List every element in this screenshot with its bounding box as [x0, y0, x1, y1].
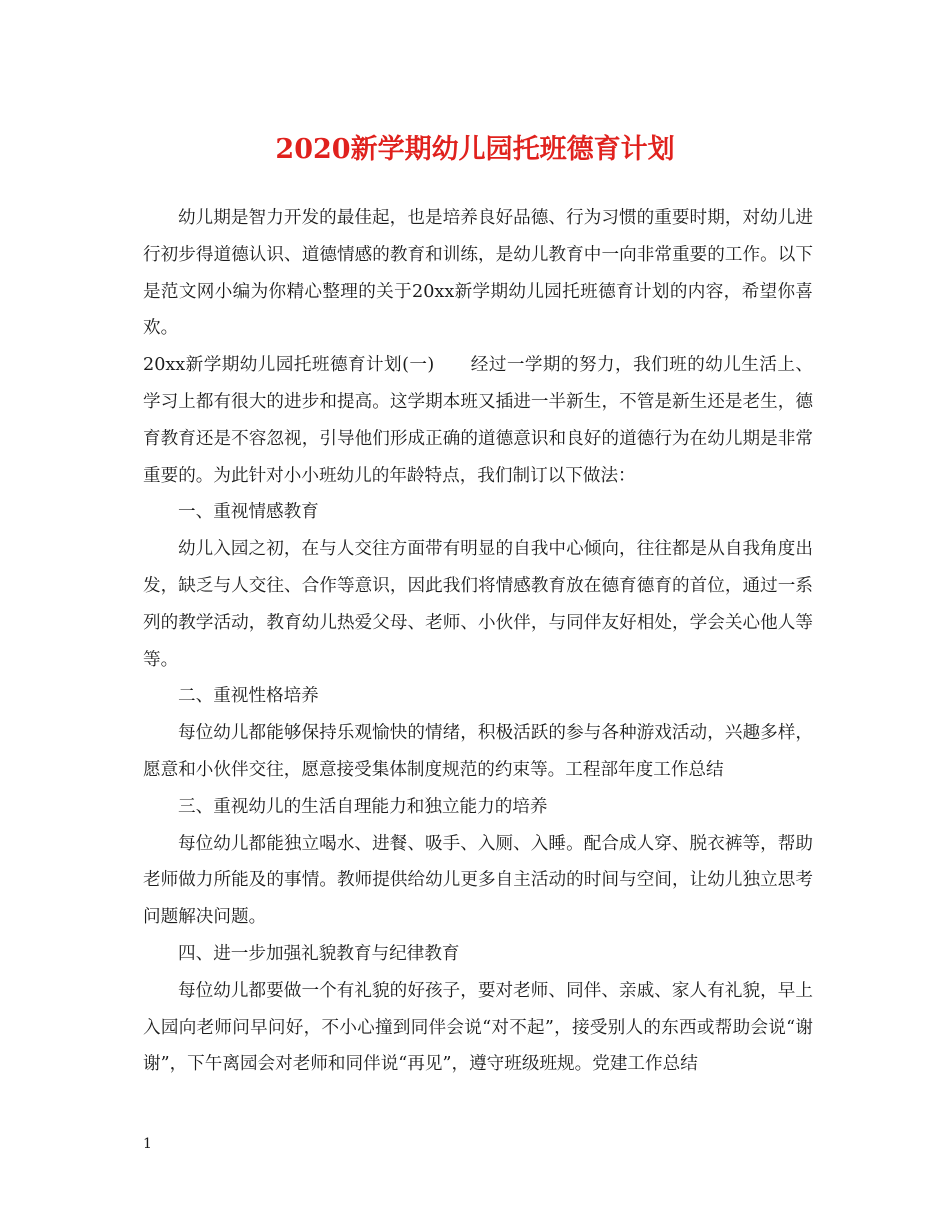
page-number: 1	[143, 1136, 152, 1152]
paragraph-etiquette: 每位幼儿都要做一个有礼貌的好孩子，要对老师、同伴、亲戚、家人有礼貌，早上入园向老师问早问好，不小心撞到同伴会说“对不起”，接受别人的东西或帮助会说“谢谢”，下午离园会对老师和同伴说“再见”，遵守班级班规。党建工作总结	[143, 980, 813, 1075]
paragraph-intro: 幼儿期是智力开发的最佳起，也是培养良好品德、行为习惯的重要时期，对幼儿进行初步得道德认识、道德情感的教育和训练，是幼儿教育中一向非常重要的工作。以下是范文网小编为你精心整理的关于20xx新学期幼儿园托班德育计划的内容，希望你喜欢。	[143, 208, 813, 339]
section-heading-emotion: 一、重视情感教育	[178, 502, 319, 523]
paragraph-emotion: 幼儿入园之初，在与人交往方面带有明显的自我中心倾向，往往都是从自我角度出发，缺乏与人交往、合作等意识，因此我们将情感教育放在德育德育的首位，通过一系列的教学活动，教育幼儿热爱父母、老师、小伙伴，与同伴友好相处，学会关心他人等等。	[143, 539, 813, 670]
paragraph-self-care: 每位幼儿都能独立喝水、进餐、吸手、入厕、入睡。配合成人穿、脱衣裤等，帮助老师做力所能及的事情。教师提供给幼儿更多自主活动的时间与空间，让幼儿独立思考问题解决问题。	[143, 833, 813, 928]
document-title: 2020新学期幼儿园托班德育计划	[275, 134, 675, 165]
section-heading-etiquette: 四、进一步加强礼貌教育与纪律教育	[178, 943, 460, 964]
document-body	[143, 200, 813, 1083]
paragraph-personality: 每位幼儿都能够保持乐观愉快的情绪，积极活跃的参与各种游戏活动，兴趣多样，愿意和小伙伴交往，愿意接受集体制度规范的约束等。工程部年度工作总结	[143, 723, 813, 780]
paragraph-plan-one: 20xx新学期幼儿园托班德育计划(一) 经过一学期的努力，我们班的幼儿生活上、学习上都有很大的进步和提高。这学期本班又插进一半新生，不管是新生还是老生，德育教育还是不容忽视，引导他们形成正确的道德意识和良好的道德行为在幼儿期是非常重要的。为此针对小小班幼儿的年龄特点，我们制订以下做法：	[143, 355, 813, 486]
section-heading-personality: 二、重视性格培养	[178, 686, 319, 707]
section-heading-self-care: 三、重视幼儿的生活自理能力和独立能力的培养	[178, 796, 548, 817]
